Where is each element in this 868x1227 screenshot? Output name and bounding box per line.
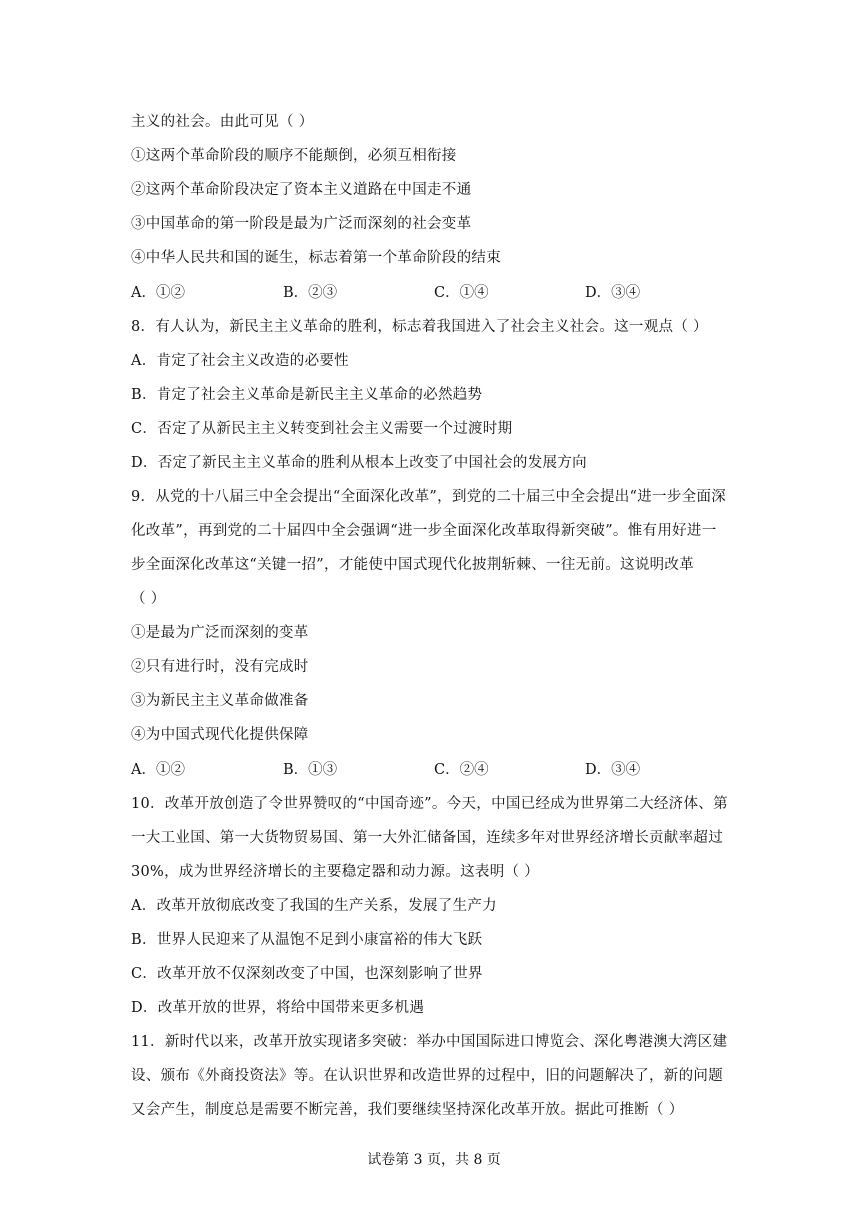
q11-stem-line-3: 又会产生，制度总是需要不断完善，我们要继续坚持深化改革开放。据此可推断（ ） — [131, 1102, 684, 1118]
q8-stem: 8．有人认为，新民主主义革命的胜利，标志着我国进入了社会主义社会。这一观点（ ） — [131, 319, 708, 335]
q8-option-a: A．肯定了社会主义改造的必要性 — [131, 353, 349, 369]
q9-item-3: ③为新民主主义革命做准备 — [131, 693, 309, 709]
q9-stem-line-1: 9．从党的十八届三中全会提出“全面深化改革”，到党的二十届三中全会提出“进一步全面深 — [131, 489, 727, 505]
q11-stem-line-1: 11．新时代以来，改革开放实现诸多突破：举办中国国际进口博览会、深化粤港澳大湾区建 — [131, 1034, 728, 1050]
q7-item-1: ①这两个革命阶段的顺序不能颠倒，必须互相衔接 — [131, 148, 457, 164]
q9-option-d: D．③④ — [585, 762, 641, 778]
q7-stem-tail: 主义的社会。由此可见（ ） — [131, 114, 314, 130]
q10-option-c: C．改革开放不仅深刻改变了中国，也深刻影响了世界 — [131, 966, 483, 982]
q10-stem-line-1: 10．改革开放创造了令世界赞叹的“中国奇迹”。今天，中国已经成为世界第二大经济体、第 — [131, 796, 728, 812]
q9-item-1: ①是最为广泛而深刻的变革 — [131, 625, 309, 641]
q9-option-b: B．①③ — [283, 762, 338, 778]
q10-stem-line-2: 一大工业国、第一大货物贸易国、第一大外汇储备国，连续多年对世界经济增长贡献率超过 — [131, 830, 723, 846]
q10-option-b: B．世界人民迎来了从温饱不足到小康富裕的伟大飞跃 — [131, 932, 483, 948]
q10-option-a: A．改革开放彻底改变了我国的生产关系，发展了生产力 — [131, 898, 497, 914]
q7-option-c: C．①④ — [434, 285, 489, 301]
q9-option-a: A．①② — [131, 762, 185, 778]
q9-stem-line-3: 步全面深化改革这“关键一招”，才能使中国式现代化披荆斩棘、一往无前。这说明改革 — [131, 557, 695, 573]
q9-stem-line-4: （ ） — [131, 591, 166, 607]
q9-stem-line-2: 化改革”，再到党的二十届四中全会强调“进一步全面深化改革取得新突破”。惟有用好进一 — [131, 523, 717, 539]
q7-option-d: D．③④ — [585, 285, 641, 301]
q9-item-2: ②只有进行时，没有完成时 — [131, 659, 309, 675]
q7-option-b: B．②③ — [283, 285, 338, 301]
q8-option-d: D．否定了新民主主义革命的胜利从根本上改变了中国社会的发展方向 — [131, 455, 587, 471]
q7-item-2: ②这两个革命阶段决定了资本主义道路在中国走不通 — [131, 182, 472, 198]
q7-option-a: A．①② — [131, 285, 185, 301]
q10-stem-line-3: 30%，成为世界经济增长的主要稳定器和动力源。这表明（ ） — [131, 864, 540, 880]
q10-option-d: D．改革开放的世界，将给中国带来更多机遇 — [131, 1000, 425, 1016]
page-footer: 试卷第 3 页，共 8 页 — [367, 1152, 501, 1168]
q9-item-4: ④为中国式现代化提供保障 — [131, 727, 309, 743]
q8-option-c: C．否定了从新民主主义转变到社会主义需要一个过渡时期 — [131, 421, 513, 437]
q11-stem-line-2: 设、颁布《外商投资法》等。在认识世界和改造世界的过程中，旧的问题解决了，新的问题 — [131, 1068, 723, 1084]
q7-item-4: ④中华人民共和国的诞生，标志着第一个革命阶段的结束 — [131, 250, 501, 266]
q7-item-3: ③中国革命的第一阶段是最为广泛而深刻的社会变革 — [131, 216, 472, 232]
q9-option-c: C．②④ — [434, 762, 489, 778]
q8-option-b: B．肯定了社会主义革命是新民主主义革命的必然趋势 — [131, 387, 483, 403]
